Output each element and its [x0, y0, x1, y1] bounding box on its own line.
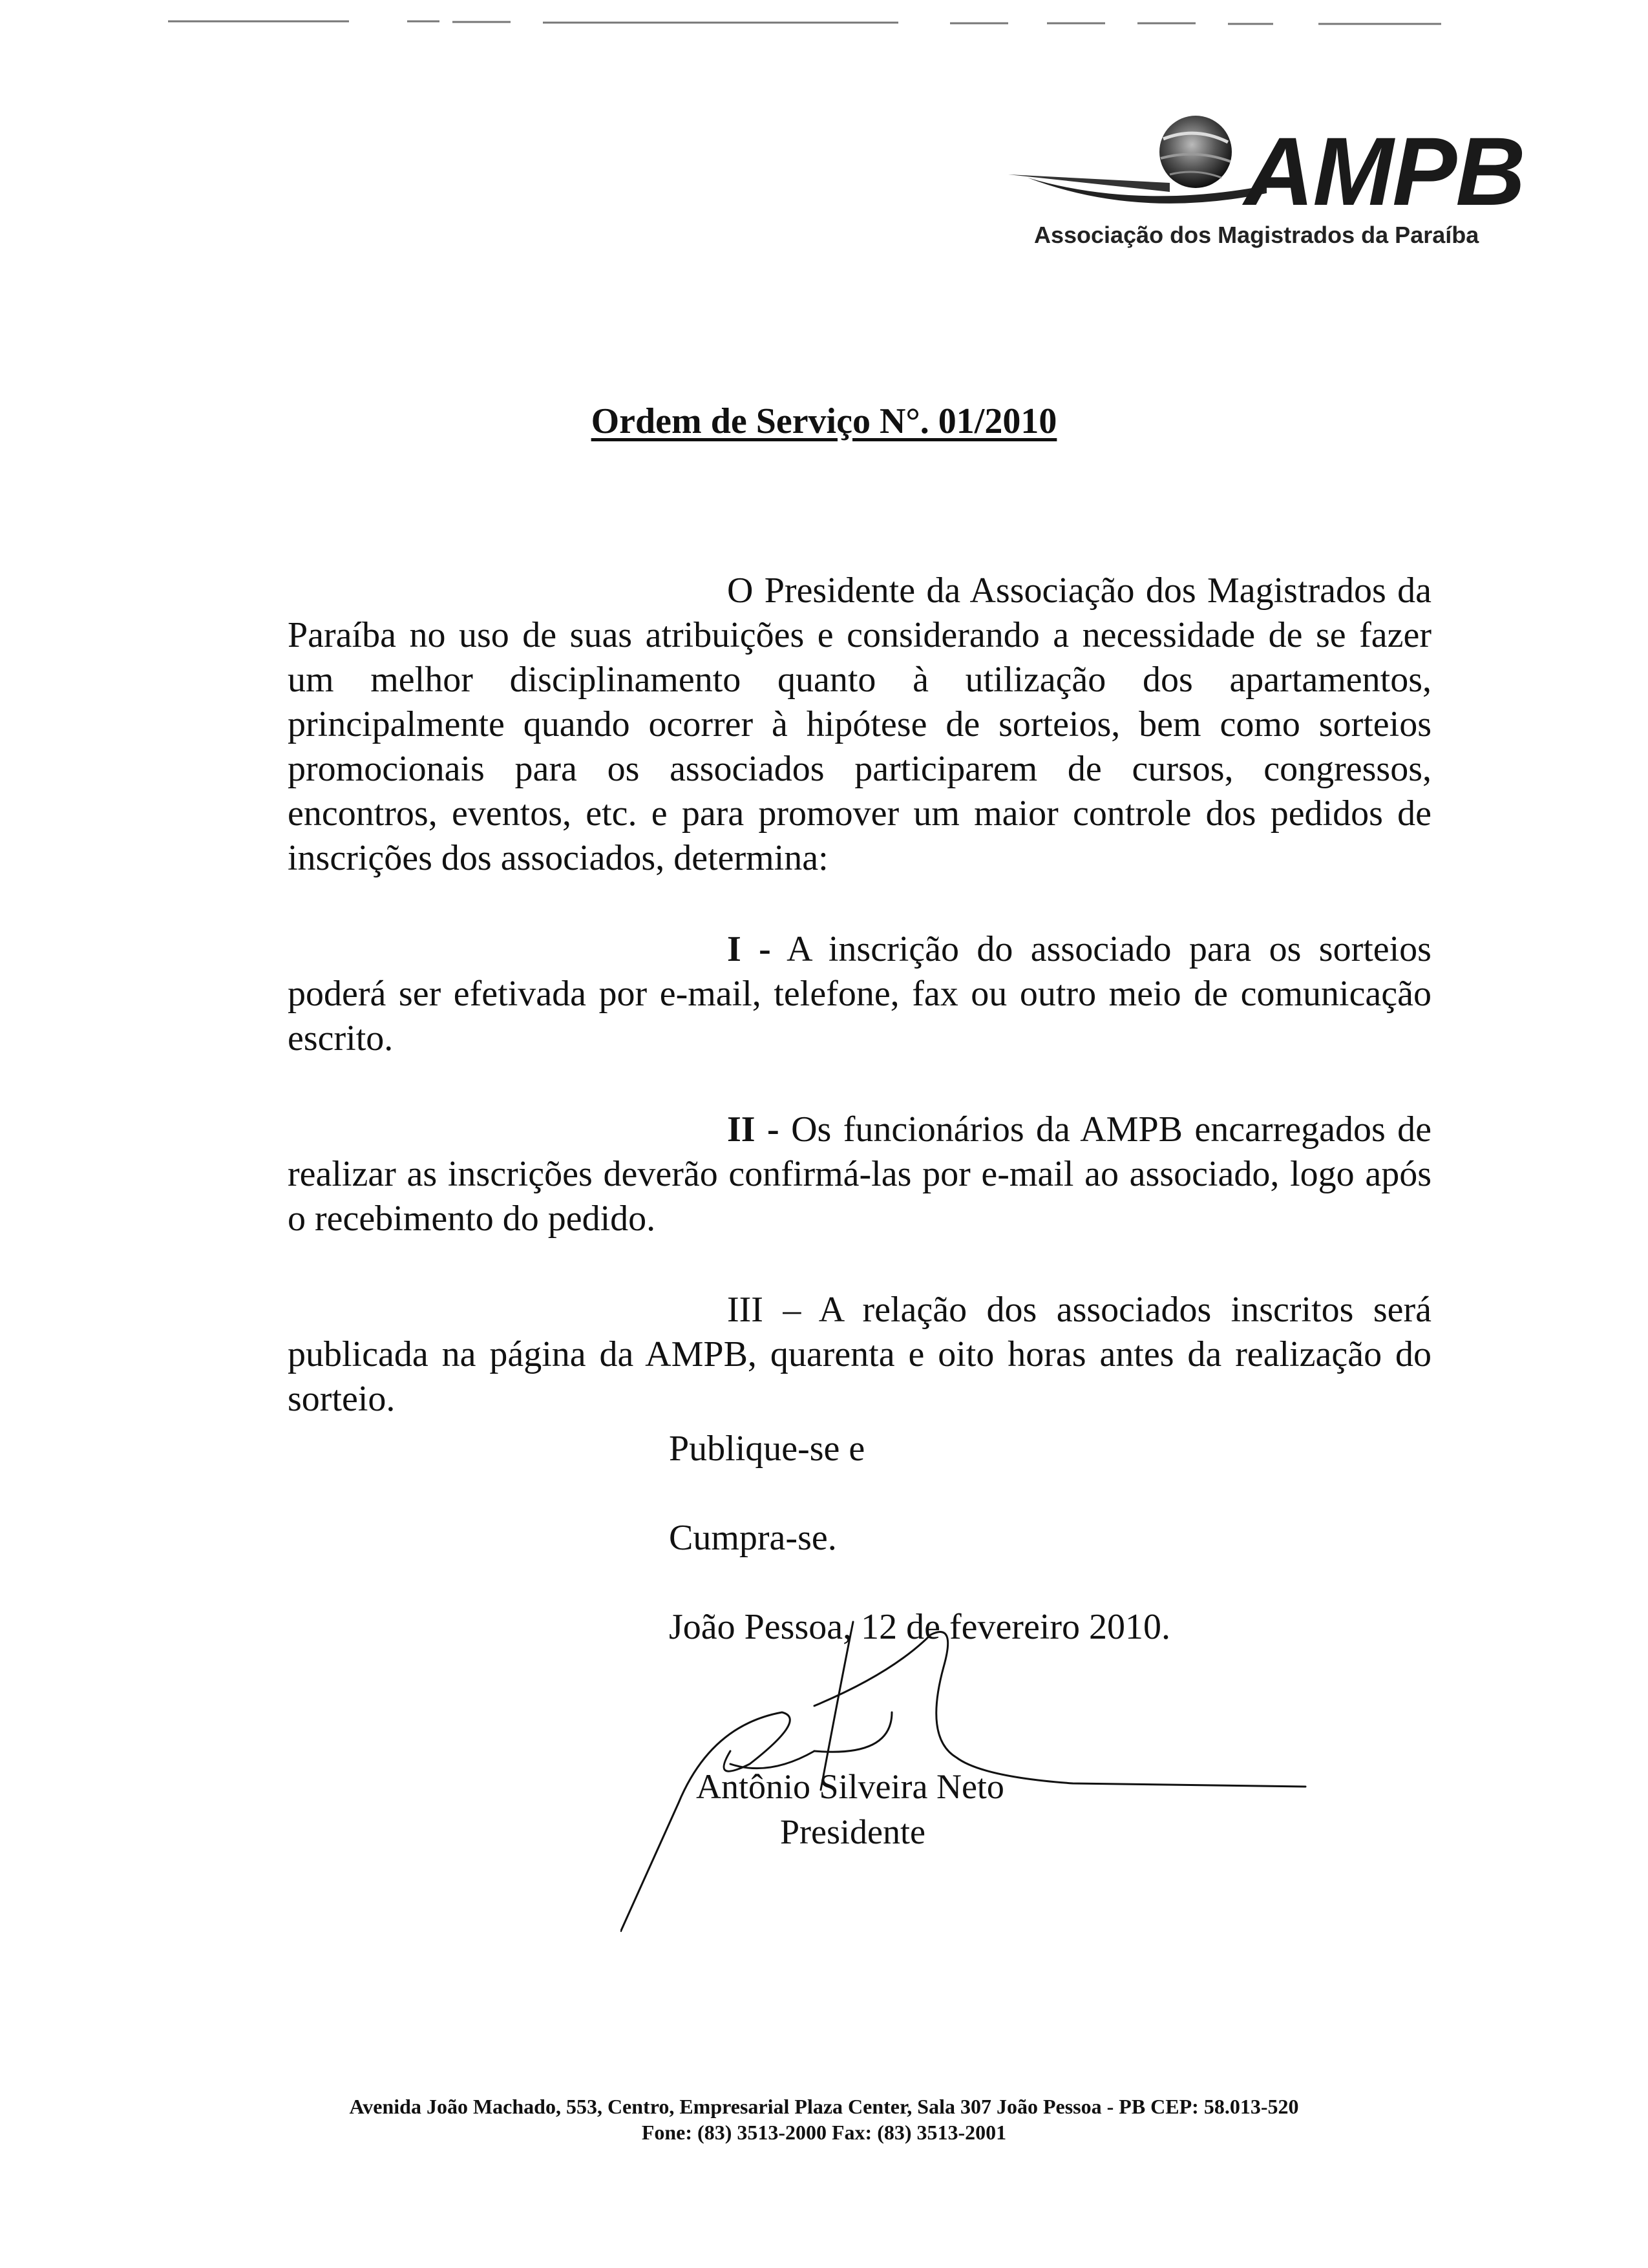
- handwritten-signature: [620, 1609, 1331, 1932]
- logo-globe-arrow-icon: [1008, 113, 1267, 223]
- item-text: III – A relação dos associados inscritos será publicada na página da AMPB, quarenta e oito horas antes da realização do sorteio.: [288, 1290, 1431, 1419]
- signer-name: Antônio Silveira Neto: [696, 1767, 1004, 1806]
- footer-phone: Fone: (83) 3513-2000 Fax: (83) 3513-2001: [641, 2121, 1007, 2144]
- intro-paragraph: O Presidente da Associação dos Magistrados da Paraíba no uso de suas atribuições e considerando a necessidade de se fazer um melhor disciplinamento quanto à utilização dos apartamentos, principalmente quando ocorrer à hipótese de sorteios, bem como sorteios promocionais para os associados participarem de cursos, congressos, encontros, eventos, etc. e para promover um maior controle dos pedidos de inscrições dos associados, determina:: [288, 571, 1431, 878]
- item-paragraph-1: [288, 927, 1431, 1061]
- ampb-logo: [1008, 113, 1525, 262]
- letterhead-footer: [0, 2094, 1648, 2145]
- item-text: A inscrição do associado para os sorteios poderá ser efetivada por e-mail, telefone, fax ou outro meio de comunicação escrito.: [288, 929, 1431, 1058]
- signer-role: Presidente: [780, 1812, 925, 1851]
- closing-publish: Publique-se e: [669, 1429, 865, 1469]
- document-title: Ordem de Serviço N°. 01/2010: [591, 401, 1057, 441]
- item-paragraph-3: [288, 1288, 1431, 1422]
- logo-subtitle: Associação dos Magistrados da Paraíba: [1034, 222, 1479, 248]
- item-numeral: II -: [727, 1109, 779, 1150]
- scan-edge-lines: [0, 0, 1648, 39]
- document-body: [288, 569, 1431, 1468]
- item-paragraph-2: [288, 1108, 1431, 1241]
- logo-wordmark: AMPB: [1244, 117, 1525, 226]
- item-text: Os funcionários da AMPB encarregados de realizar as inscrições deverão confirmá-las por e-mail ao associado, logo após o recebimento do pedido.: [288, 1109, 1432, 1239]
- footer-address: Avenida João Machado, 553, Centro, Empresarial Plaza Center, Sala 307 João Pessoa - PB CEP: 58.013-520: [349, 2095, 1299, 2118]
- closing-comply: Cumpra-se.: [669, 1518, 837, 1558]
- place-and-date: João Pessoa, 12 de fevereiro 2010.: [669, 1607, 1171, 1647]
- item-numeral: I -: [727, 929, 771, 969]
